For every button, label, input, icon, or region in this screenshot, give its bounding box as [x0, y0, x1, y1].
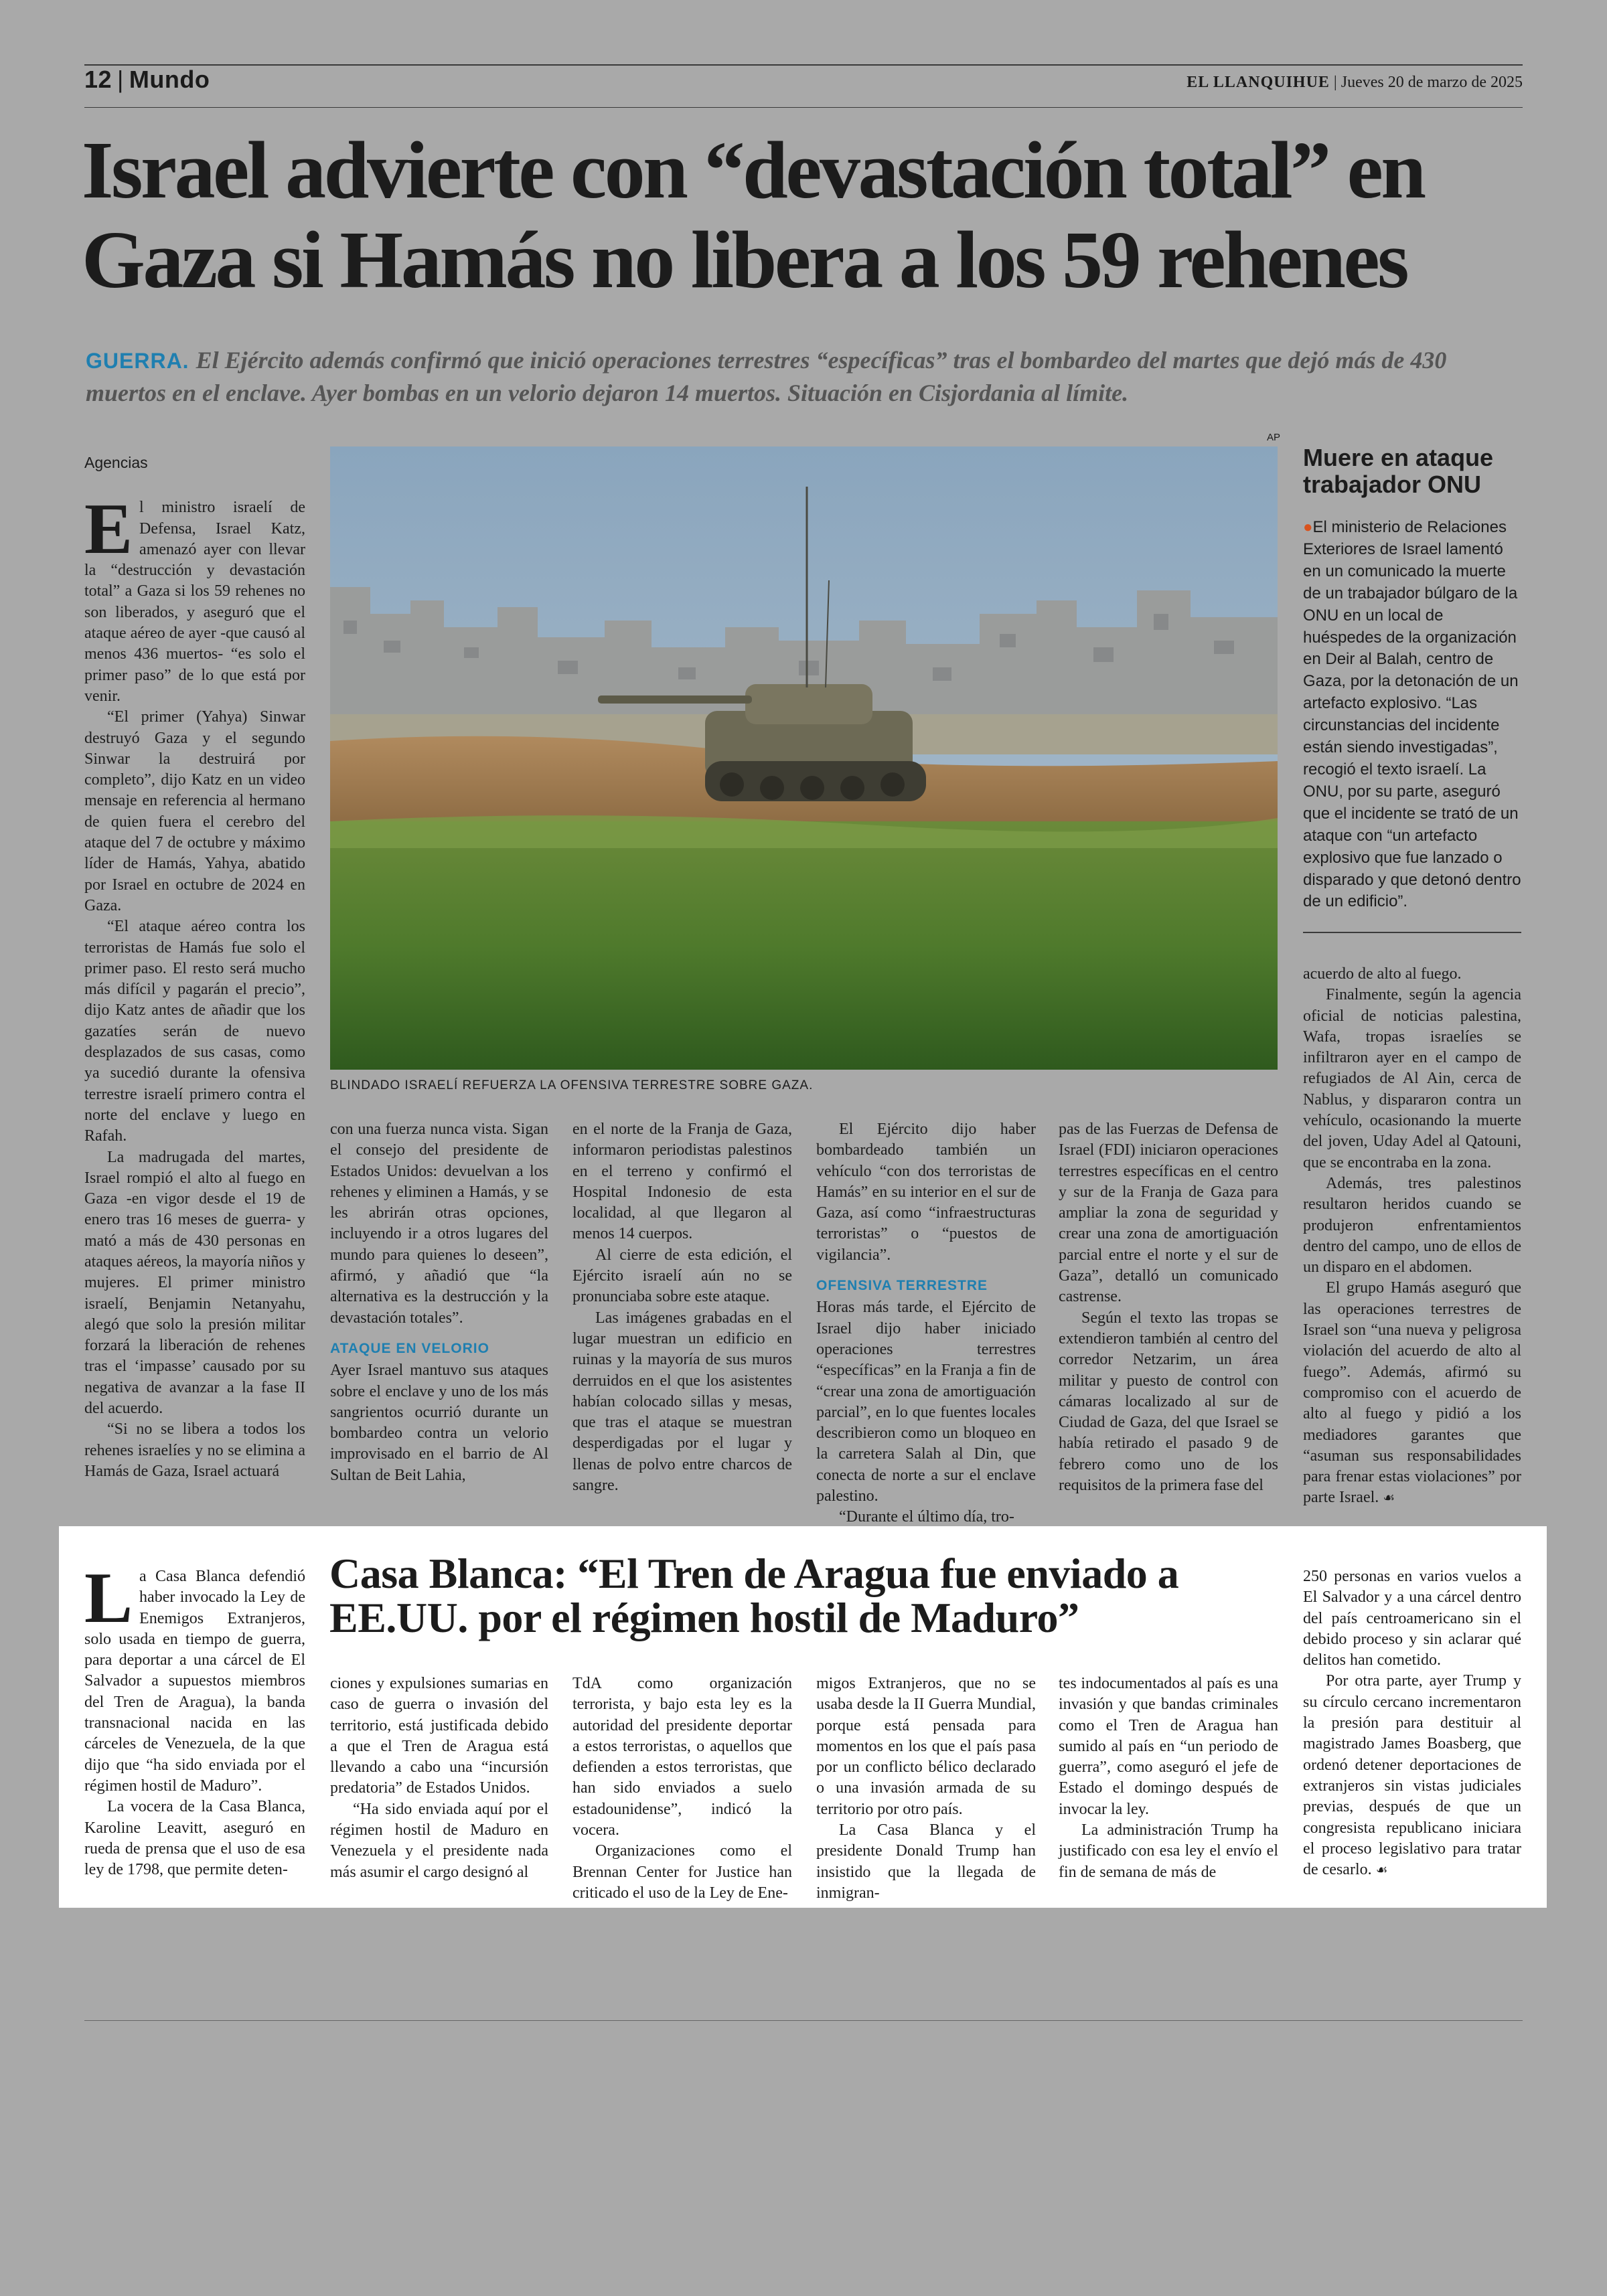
footer-rule: [84, 2020, 1523, 2021]
article-paragraph: “Si no se libera a todos los rehenes israelíes y no se elimina a Hamás de Gaza, Israel actuará: [84, 1420, 305, 1480]
box-paragraph: La administración Trump ha justificado con esa ley el envío el fin de semana de más de: [1059, 1821, 1278, 1881]
box-paragraph: migos Extranjeros, que no se usaba desde la II Guerra Mundial, porque está pensada para momentos en los que el país pasa por un conflicto bélico declarado o una invasión armada de su territorio por otro país.: [816, 1675, 1036, 1818]
header-bottom-rule: [84, 107, 1523, 108]
article-column-1: [84, 453, 305, 1482]
tank-photo: [330, 446, 1278, 1070]
end-mark-icon: ☙: [1383, 1489, 1395, 1506]
photo-credit: AP: [1267, 432, 1281, 443]
article-paragraph: La madrugada del martes, Israel rompió el alto al fuego en Gaza -en vigor desde el 19 de enero tras 16 meses de guerra- y mató a más de 430 personas en ataques aéreos, la mayoría niños y mujeres. El primer ministro israelí, Benjamin Netanyahu, alegó que solo la presión militar forzará la liberación de rehenes tras el ‘impasse’ causado por su negativa de avanzar a la fase II del acuerdo.: [84, 1148, 305, 1418]
sidebar-rule: [1303, 932, 1521, 933]
article-paragraph: acuerdo de alto al fuego.: [1303, 965, 1462, 983]
photo-caption: BLINDADO ISRAELÍ REFUERZA LA OFENSIVA TERRESTRE SOBRE GAZA.: [330, 1078, 814, 1092]
article-paragraph: Al cierre de esta edición, el Ejército israelí aún no se pronunciaba sobre este ataque.: [572, 1246, 792, 1306]
page-number: 12: [84, 66, 112, 93]
publication-dateline: EL LLANQUIHUE | Jueves 20 de marzo de 2025: [1187, 74, 1523, 91]
byline: Agencias: [84, 454, 148, 471]
drop-cap: E: [84, 489, 133, 570]
sidebar-title: Muere en ataque trabajador ONU: [1303, 444, 1494, 498]
box-column-6: [1303, 1566, 1521, 1880]
box-paragraph: “Ha sido enviada aquí por el régimen hostil de Maduro en Venezuela y el presidente nada más asumir el cargo designó al: [330, 1800, 548, 1881]
subhead-velorio: ATAQUE EN VELORIO: [330, 1340, 489, 1356]
box-drop-cap: L: [84, 1558, 133, 1638]
bullet-dot-icon: ●: [1303, 518, 1313, 536]
box-column-1: [84, 1558, 305, 1880]
article-paragraph: “El primer (Yahya) Sinwar destruyó Gaza y el segundo Sinwar la destruirá por completo”, dijo Katz en un video mensaje en referencia al hermano de quien fuera el cerebro del ataque del 7 de octubre y máximo líder de Hamás, Yahya, abatido por Israel en octubre de 2024 en Gaza.: [84, 708, 305, 914]
deck-text: El Ejército además confirmó que inició operaciones terrestres “específicas” tras el bombardeo del martes que dejó más de 430 muertos en el enclave. Ayer bombas en un velorio dejaron 14 muertos. Situación en Cisjordania al límite.: [86, 347, 1447, 406]
box-paragraph: Por otra parte, ayer Trump y su círculo cercano incrementaron la presión para destituir al magistrado James Boasberg, que ordenó detener deportaciones de extranjeros sin vistas judiciales previas, después de que un congresista republicano iniciara el proceso legislativo para tratar de cesarlo. ☙: [1303, 1672, 1521, 1879]
article-paragraph: Las imágenes grabadas en el lugar muestran un edificio en ruinas y la mayoría de sus muros derruidos en el que los asistentes habían colocado sillas y mesas, que tras el ataque se muestran desperdigadas por el lugar y llenas de polvo entre charcos de sangre.: [572, 1309, 792, 1495]
article-paragraph: El grupo Hamás aseguró que las operaciones terrestres de Israel son “una nueva y peligrosa violación del acuerdo de alto al fuego”. Además, afirmó su compromiso con el acuerdo de alto al fuego y pidió a los mediadores garantes que “asuman sus responsabilidades para frenar estas violaciones” por parte Israel. ☙: [1303, 1279, 1521, 1507]
box-column-2: [330, 1673, 548, 1883]
header-rule: [84, 64, 1523, 66]
section-name: Mundo: [129, 66, 210, 93]
box-column-4: [816, 1673, 1036, 1904]
article-column-4: [816, 1119, 1036, 1528]
box-paragraph: 250 personas en varios vuelos a El Salvador y a una cárcel dentro del país centroamericano sin el debido proceso y sin aclarar qué delitos han cometido.: [1303, 1568, 1521, 1669]
main-headline: [82, 126, 1541, 305]
publication-name: EL LLANQUIHUE: [1187, 74, 1330, 91]
article-column-2: [330, 1119, 548, 1486]
secondary-headline: Casa Blanca: “El Tren de Aragua fue enviado a EE.UU. por el régimen hostil de Maduro”: [329, 1550, 1179, 1641]
headline-line-1: Israel advierte con “devastación total” en: [82, 125, 1424, 216]
article-paragraph: pas de las Fuerzas de Defensa de Israel (FDI) iniciaron operaciones terrestres específicas en el centro y sur de la Franja de Gaza para ampliar la zona de seguridad y crear una zona de amortiguación parcial entre el norte y el sur de Gaza”, detalló un comunicado castrense.: [1059, 1121, 1278, 1306]
box-column-3: [572, 1673, 792, 1904]
article-paragraph: El Ejército dijo haber bombardeado también un vehículo “con dos terroristas de Hamás” en su interior en el sur de Gaza, así como “infraestructuras terroristas” o “puestos de vigilancia”.: [816, 1121, 1036, 1264]
box-paragraph: tes indocumentados al país es una invasión y que bandas criminales como el Tren de Aragua han sumido al país en “un periodo de guerra”, como aseguró el jefe de Estado el domingo después de invocar la ley.: [1059, 1675, 1278, 1818]
box-paragraph: TdA como organización terrorista, y bajo esta ley es la autoridad del presidente deportar a estos terroristas, o aquellos que defienden a estos terroristas, que han sido enviados a suelo estadounidense”, indicó la vocera.: [572, 1675, 792, 1839]
article-paragraph: en el norte de la Franja de Gaza, informaron periodistas palestinos en el terreno y confirmó el Hospital Indonesio de esta localidad, al que llegaron al menos 14 cuerpos.: [572, 1121, 792, 1243]
page-section-label: 12 | Mundo: [84, 66, 210, 93]
tank-photo-image: [330, 446, 1278, 1070]
box-paragraph: La vocera de la Casa Blanca, Karoline Leavitt, aseguró en rueda de prensa que el uso de esa ley de 1798, que permite deten-: [84, 1798, 305, 1879]
article-column-3: [572, 1119, 792, 1496]
article-paragraph: con una fuerza nunca vista. Sigan el consejo del presidente de Estados Unidos: devuelvan a los rehenes y eliminen a Hamás, y se les abrirán otras opciones, incluyendo ir a otros lugares del mundo para quienes lo deseen”, afirmó, y añadió que “la alternativa es la destrucción y la devastación totales”.: [330, 1121, 548, 1327]
box-paragraph: ciones y expulsiones sumarias en caso de guerra o invasión del territorio, está justificada debido a que el Tren de Aragua está llevando a cabo una “incursión predatoria” de Estados Unidos.: [330, 1675, 548, 1797]
article-paragraph: “El ataque aéreo contra los terroristas de Hamás fue solo el primer paso. El resto será mucho más difícil y pagarán el precio”, dijo Katz antes de añadir que los gazatíes serán de nuevo desplazados de sus casas, como ya sucedió durante la ofensiva terrestre israelí primero contra el norte del enclave y luego en Rafah.: [84, 918, 305, 1145]
box-paragraph: Organizaciones como el Brennan Center for Justice han criticado el uso de la Ley de Ene-: [572, 1842, 792, 1902]
box-end-mark-icon: ☙: [1375, 1862, 1388, 1878]
box-paragraph: La Casa Blanca defendió haber invocado la Ley de Enemigos Extranjeros, solo usada en tiempo de guerra, para deportar a una cárcel de El Salvador a supuestos miembros del Tren de Aragua), la banda transnacional nacida en las cárceles de Venezuela, de la que dijo que “ha sido enviada por el régimen hostil de Maduro”.: [84, 1558, 305, 1795]
article-paragraph: Ayer Israel mantuvo sus ataques sobre el enclave y uno de los más sangrientos ocurrió durante un bombardeo contra un velorio improvisado en el barrio de Al Sultan de Beit Lahia,: [330, 1362, 548, 1484]
headline-line-2: Gaza si Hamás no libera a los 59 rehenes: [82, 215, 1407, 305]
article-paragraph: Finalmente, según la agencia oficial de noticias palestina, Wafa, tropas israelíes se infiltraron ayer en el campo de refugiados de Al Ain, cerca de Nablus, y dispararon contra un vehículo, ocasionando la muerte del joven, Uday Adel al Qatouni, que se encontraba en la zona.: [1303, 986, 1521, 1171]
article-paragraph: Horas más tarde, el Ejército de Israel dijo haber iniciado operaciones terrestres “específicas” en la Franja a fin de “crear una zona de amortiguación parcial”, en lo que fuentes locales describieron como un bloqueo en la carretera Salah al Din, que conecta de norte a sur el enclave palestino.: [816, 1299, 1036, 1505]
article-paragraph: El ministro israelí de Defensa, Israel Katz, amenazó ayer con llevar la “destrucción y devastación total” a Gaza si los 59 rehenes no son liberados, y aseguró que el ataque aéreo de ayer -que causó al menos 436 muertos- “es solo el primer paso” de lo que está por venir.: [84, 489, 305, 705]
article-deck: [86, 344, 1525, 409]
article-paragraph: “Durante el último día, tro-: [839, 1508, 1014, 1526]
article-column-6: [1303, 964, 1521, 1509]
subhead-ofensiva: OFENSIVA TERRESTRE: [816, 1278, 988, 1294]
sidebar-text: ●El ministerio de Relaciones Exteriores de Israel lamentó en un comunicado la muerte de un trabajador búlgaro de la ONU en un local de huéspedes de la organización en Deir al Balah, centro de Gaza, por la detonación de un artefacto explosivo. “Las circunstancias del incidente están siendo investigadas”, recogió el texto israelí. La ONU, por su parte, aseguró que el incidente se trató de un ataque con “un artefacto explosivo que fue lanzado o disparado y que detonó dentro de un edificio”.: [1303, 518, 1521, 911]
publication-date: Jueves 20 de marzo de 2025: [1341, 74, 1523, 91]
box-paragraph: La Casa Blanca y el presidente Donald Trump han insistido que la llegada de inmigran-: [816, 1821, 1036, 1902]
deck-kicker: GUERRA.: [86, 349, 189, 373]
box-column-5: [1059, 1673, 1278, 1883]
article-paragraph: Además, tres palestinos resultaron heridos cuando se produjeron enfrentamientos dentro del campo, uno de ellos de un disparo en el abdomen.: [1303, 1174, 1521, 1277]
article-column-5: [1059, 1119, 1278, 1496]
article-paragraph: Según el texto las tropas se extendieron también al centro del corredor Netzarim, un área militar y puesto de control con cámaras localizado al sur de Ciudad de Gaza, del que Israel se había retirado el pasado 9 de febrero como uno de los requisitos de la primera fase del: [1059, 1309, 1278, 1495]
